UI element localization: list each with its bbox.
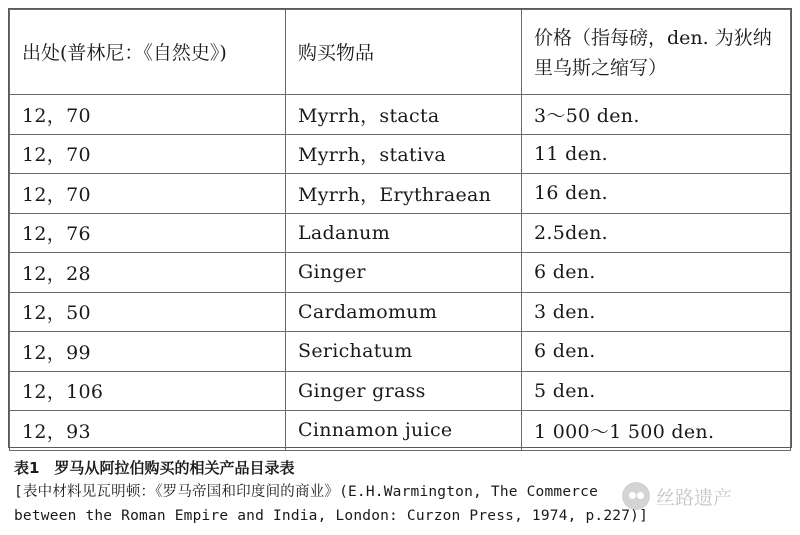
header-price: 价格（指每磅，den. 为狄纳里乌斯之缩写） <box>522 10 791 95</box>
table-row <box>10 134 791 174</box>
cell-source: 12，70 <box>10 134 286 174</box>
table-caption <box>14 456 790 528</box>
cell-item: Myrrh，Erythraean <box>286 174 522 214</box>
cell-source: 12，28 <box>10 253 286 293</box>
header-item: 购买物品 <box>286 10 522 95</box>
cell-price: 1 000～1 500 den. <box>522 411 791 451</box>
cell-price: 6 den. <box>522 332 791 372</box>
product-table-container <box>8 8 792 448</box>
watermark-text: 丝路遗产 <box>656 486 733 509</box>
cell-source: 12，106 <box>10 371 286 411</box>
table-row <box>10 371 791 411</box>
table-row <box>10 213 791 253</box>
cell-source: 12，99 <box>10 332 286 372</box>
cell-price: 5 den. <box>522 371 791 411</box>
product-table <box>9 9 791 451</box>
cell-item: Serichatum <box>286 332 522 372</box>
cell-source: 12，70 <box>10 95 286 135</box>
caption-title: 表1 罗马从阿拉伯购买的相关产品目录表 <box>14 459 295 477</box>
cell-item: Myrrh，stacta <box>286 95 522 135</box>
cell-price: 3 den. <box>522 292 791 332</box>
table-row <box>10 292 791 332</box>
table-row <box>10 332 791 372</box>
cell-source: 12，50 <box>10 292 286 332</box>
cell-source: 12，76 <box>10 213 286 253</box>
header-source: 出处(普林尼：《自然史》) <box>10 10 286 95</box>
table-row <box>10 174 791 214</box>
cell-price: 11 den. <box>522 134 791 174</box>
table-row <box>10 411 791 451</box>
caption-source-line-2: between the Roman Empire and India, London: Curzon Press, 1974, p.227)] <box>14 508 649 524</box>
cell-source: 12，93 <box>10 411 286 451</box>
cell-item: Myrrh，stativa <box>286 134 522 174</box>
cell-item: Ladanum <box>286 213 522 253</box>
cell-item: Ginger <box>286 253 522 293</box>
cell-item: Ginger grass <box>286 371 522 411</box>
table-header-row <box>10 10 791 95</box>
caption-source-line-1: [表中材料见瓦明顿：《罗马帝国和印度间的商业》(E.H.Warmington, The Commerce <box>14 484 599 500</box>
cell-price: 6 den. <box>522 253 791 293</box>
cell-price: 2.5den. <box>522 213 791 253</box>
table-row <box>10 95 791 135</box>
cell-price: 16 den. <box>522 174 791 214</box>
table-row <box>10 253 791 293</box>
cell-price: 3～50 den. <box>522 95 791 135</box>
cell-source: 12，70 <box>10 174 286 214</box>
cell-item: Cinnamon juice <box>286 411 522 451</box>
cell-item: Cardamomum <box>286 292 522 332</box>
